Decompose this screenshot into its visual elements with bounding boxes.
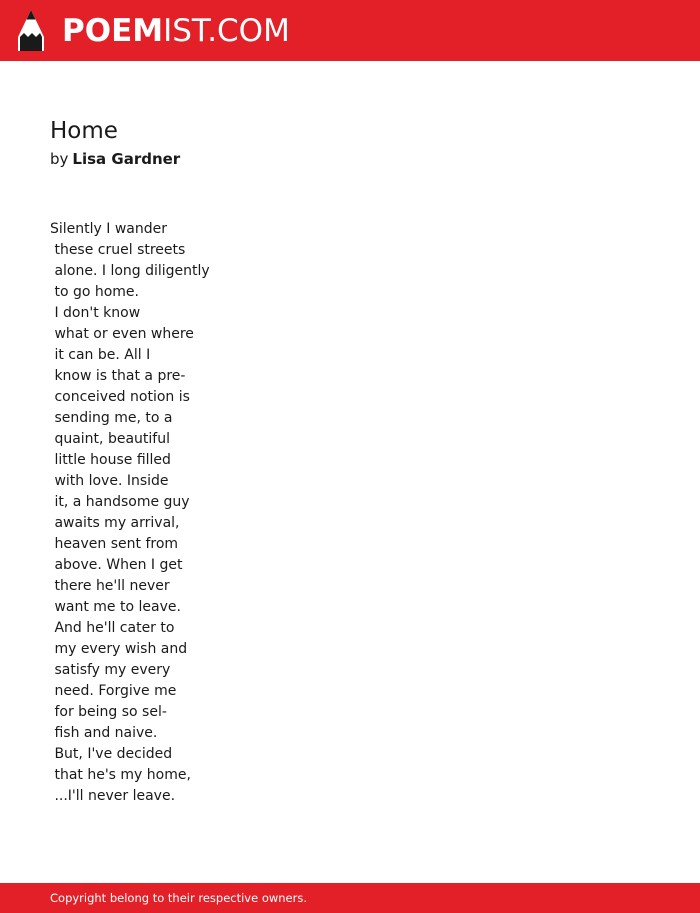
site-footer <box>0 883 700 913</box>
poem-line: sending me, to a <box>50 410 173 426</box>
logo-text-bold: POEM <box>62 13 164 49</box>
poem-line: for being so sel- <box>50 704 167 720</box>
poem-line: it, a handsome guy <box>50 494 190 510</box>
poem-line: that he's my home, <box>50 767 191 783</box>
poem-line: alone. I long diligently <box>50 263 210 279</box>
poem-line: what or even where <box>50 326 194 342</box>
site-logo[interactable] <box>62 11 290 51</box>
logo-text-light: IST.COM <box>163 13 290 49</box>
by-label: by <box>50 150 69 168</box>
poem-line: it can be. All I <box>50 347 151 363</box>
poem-line: quaint, beautiful <box>50 431 170 447</box>
poem-line: heaven sent from <box>50 536 179 552</box>
poem-line: these cruel streets <box>50 242 186 258</box>
poem-line: satisfy my every <box>50 662 171 678</box>
poem-line: And he'll cater to <box>50 620 175 636</box>
poem-line: my every wish and <box>50 641 188 657</box>
poem-line: above. When I get <box>50 557 183 573</box>
copyright-text: Copyright belong to their respective owners. <box>50 891 308 905</box>
poem-title: Home <box>50 118 118 144</box>
poem-line: I don't know <box>50 305 141 321</box>
poem-line: know is that a pre- <box>50 368 186 384</box>
byline <box>50 149 180 169</box>
poem-line: with love. Inside <box>50 473 169 489</box>
author-name: Lisa Gardner <box>72 150 181 168</box>
poem-body <box>50 219 210 807</box>
poem-line: there he'll never <box>50 578 170 594</box>
site-header <box>0 0 700 61</box>
poem-line: Silently I wander <box>50 221 168 237</box>
poem-line: need. Forgive me <box>50 683 177 699</box>
poem-line: But, I've decided <box>50 746 173 762</box>
poem-line: to go home. <box>50 284 139 300</box>
poem-line: ...I'll never leave. <box>50 788 176 804</box>
poem-line: little house filled <box>50 452 171 468</box>
pencil-tip-icon[interactable] <box>18 10 44 51</box>
poem-line: want me to leave. <box>50 599 181 615</box>
poem-line: conceived notion is <box>50 389 190 405</box>
poem-line: fish and naive. <box>50 725 158 741</box>
poem-line: awaits my arrival, <box>50 515 180 531</box>
